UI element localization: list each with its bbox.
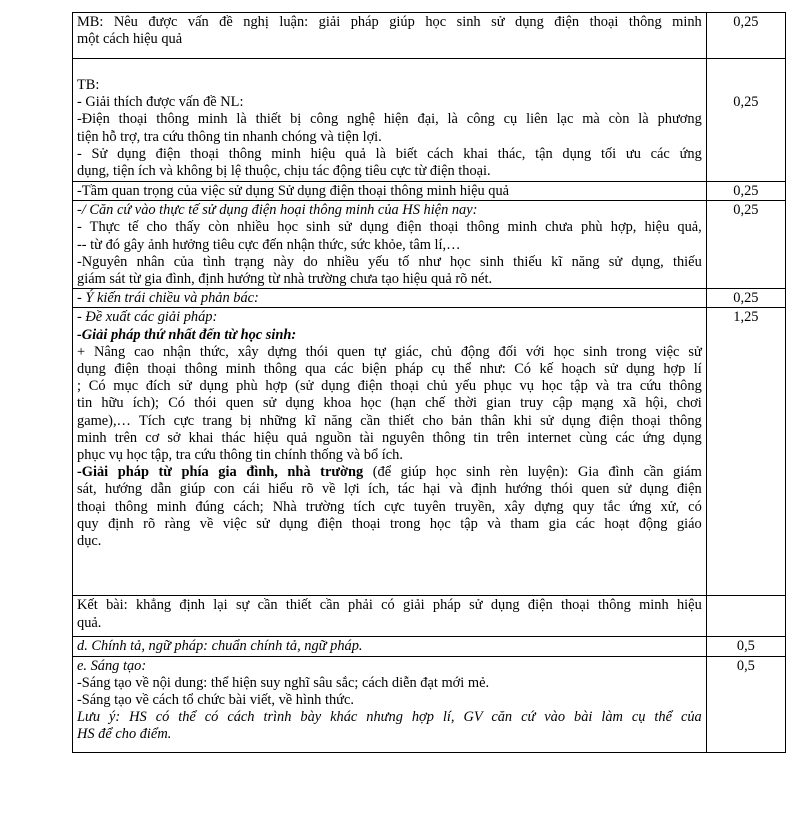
table-row: [73, 201, 786, 289]
table-row: [73, 596, 786, 637]
inline-text: (để giúp học sinh rèn luyện): Gia đình cần giám: [363, 464, 702, 481]
text-line: - Sử dụng điện thoại thông minh hiệu quả là biết cách khai thác, tận dụng tối ưu các ứng: [77, 145, 702, 162]
criteria-cell: [73, 289, 707, 308]
score-cell: [706, 59, 785, 182]
text-line: -Điện thoại thông minh là thiết bị công nghệ hiện đại, là công cụ liên lạc mà còn là phương: [77, 111, 702, 128]
text-line: thoại thông minh đúng cách; Nhà trường tích cực tuyên truyền, xây dựng quy tắc ứng xử, có: [77, 498, 702, 515]
text-line: TB:: [77, 77, 100, 93]
rubric-table: [72, 12, 786, 753]
score-cell: 0,5: [706, 637, 785, 656]
score-cell: [706, 596, 785, 637]
text-line: -Sáng tạo về nội dung: thể hiện suy nghĩ sâu sắc; cách diễn đạt mới mẻ.: [77, 674, 490, 691]
table-row: [73, 656, 786, 752]
score-cell: 0,25: [706, 201, 785, 289]
text-line: dụng điện thoại thông minh thông qua các biện pháp cụ thể như: Có kế hoạch sử dụng hợp lí: [77, 361, 702, 378]
table-row: [73, 13, 786, 59]
text-line: - Thực tế cho thấy còn nhiều học sinh sử dụng điện thoại thông minh chưa phù hợp, hiệu quả,: [77, 219, 702, 236]
text-line: -Nguyên nhân của tình trạng này do nhiều yếu tố như học sinh thiếu kĩ năng sử dụng, thiếu: [77, 253, 702, 270]
criteria-cell: [73, 637, 707, 656]
score-cell: 0,25: [706, 13, 785, 59]
text-line: - Giải thích được vấn đề NL:: [77, 94, 244, 111]
text-line: game),… Tích cực trang bị những kĩ năng cần thiết cho bản thân khi sử dụng điện thoại thông: [77, 412, 702, 429]
text-line: quả.: [77, 614, 102, 631]
score-cell: 0,25: [706, 289, 785, 308]
text-line: tiện hỗ trợ, tra cứu thông tin nhanh chóng và tiện lợi.: [77, 128, 382, 145]
score-cell: 0,25: [706, 182, 785, 201]
text-line: - Đề xuất các giải pháp:: [77, 309, 218, 326]
text-line: d. Chính tả, ngữ pháp: chuẩn chính tả, ngữ pháp.: [77, 638, 363, 655]
score-value: 0,25: [733, 94, 759, 110]
text-line: minh trên cơ sở khai thác hiệu quả nguồn tài nguyên thông tin trên internet cùng các ứng dụng: [77, 429, 702, 446]
grading-document: [72, 12, 786, 753]
text-line: -/ Căn cứ vào thực tế sử dụng điện hoại thông minh của HS hiện nay:: [77, 202, 478, 219]
table-row: [73, 59, 786, 182]
text-line: quy định rõ ràng về việc sử dụng điện thoại trong học tập và tham gia các hoạt động giáo: [77, 515, 702, 532]
table-row: [73, 182, 786, 201]
text-line: + Nâng cao nhận thức, xây dựng thói quen tự giác, chủ động đối với học sinh trong việc sử: [77, 343, 702, 360]
text-line: - Ý kiến trái chiều và phản bác:: [77, 290, 259, 307]
text-line: HS để cho điểm.: [77, 726, 172, 743]
text-line: Lưu ý: HS có thể có cách trình bày khác nhưng hợp lí, GV căn cứ vào bài làm cụ thể của: [77, 709, 702, 726]
text-line: dục.: [77, 533, 102, 550]
text-line: MB: Nêu được vấn đề nghị luận: giải pháp giúp học sinh sử dụng điện thoại thông minh: [77, 14, 702, 30]
text-line: Kết bài: khẳng định lại sự cần thiết cần phải có giải pháp sử dụng điện thoại thông minh hiệu: [77, 597, 702, 614]
text-line: tin hữu ích); Có thói quen sử dụng khoa học (hạn chế thời gian truy cập mạng xã hội, chơi: [77, 395, 702, 412]
text-line: sát, hướng dẫn giúp con cái hiểu rõ về lợi ích, tác hại và định hướng thói quen sử dụng điện: [77, 481, 702, 498]
criteria-cell: [73, 182, 707, 201]
score-cell: 1,25: [706, 308, 785, 596]
text-line: [77, 464, 702, 481]
text-line: -Sáng tạo về cách tổ chức bài viết, về hình thức.: [77, 692, 354, 709]
criteria-cell: [73, 596, 707, 637]
table-row: [73, 289, 786, 308]
text-line: một cách hiệu quả: [77, 31, 183, 48]
text-line: -Giải pháp thứ nhất đến từ học sinh:: [77, 326, 297, 343]
bold-heading: -Giải pháp từ phía gia đình, nhà trường: [77, 464, 364, 481]
text-line: e. Sáng tạo:: [77, 657, 147, 674]
score-cell: 0,5: [706, 656, 785, 752]
text-line: dụng, tiện ích và không bị lệ thuộc, chịu tác động tiêu cực từ điện thoại.: [77, 163, 491, 180]
text-line: phục vụ học tập, tra cứu thông tin chính thống và bổ ích.: [77, 447, 403, 464]
table-row: [73, 637, 786, 656]
criteria-cell: [73, 201, 707, 289]
text-line: -- từ đó gây ảnh hưởng tiêu cực đến nhận thức, sức khỏe, tâm lí,…: [77, 236, 461, 253]
criteria-cell: [73, 13, 707, 59]
criteria-cell: [73, 656, 707, 752]
table-row: [73, 308, 786, 596]
criteria-cell: [73, 59, 707, 182]
criteria-cell: [73, 308, 707, 596]
text-line: ; Có mục đích sử dụng phù hợp (sử dụng điện thoại chủ yếu phục vụ học tập và tra cứu thông: [77, 378, 702, 395]
text-line: giám sát từ gia đình, định hướng từ nhà trường chưa tạo hiệu quả rõ nét.: [77, 271, 493, 288]
text-line: -Tầm quan trọng của việc sử dụng Sử dụng điện thoại thông minh hiệu quả: [77, 183, 510, 199]
